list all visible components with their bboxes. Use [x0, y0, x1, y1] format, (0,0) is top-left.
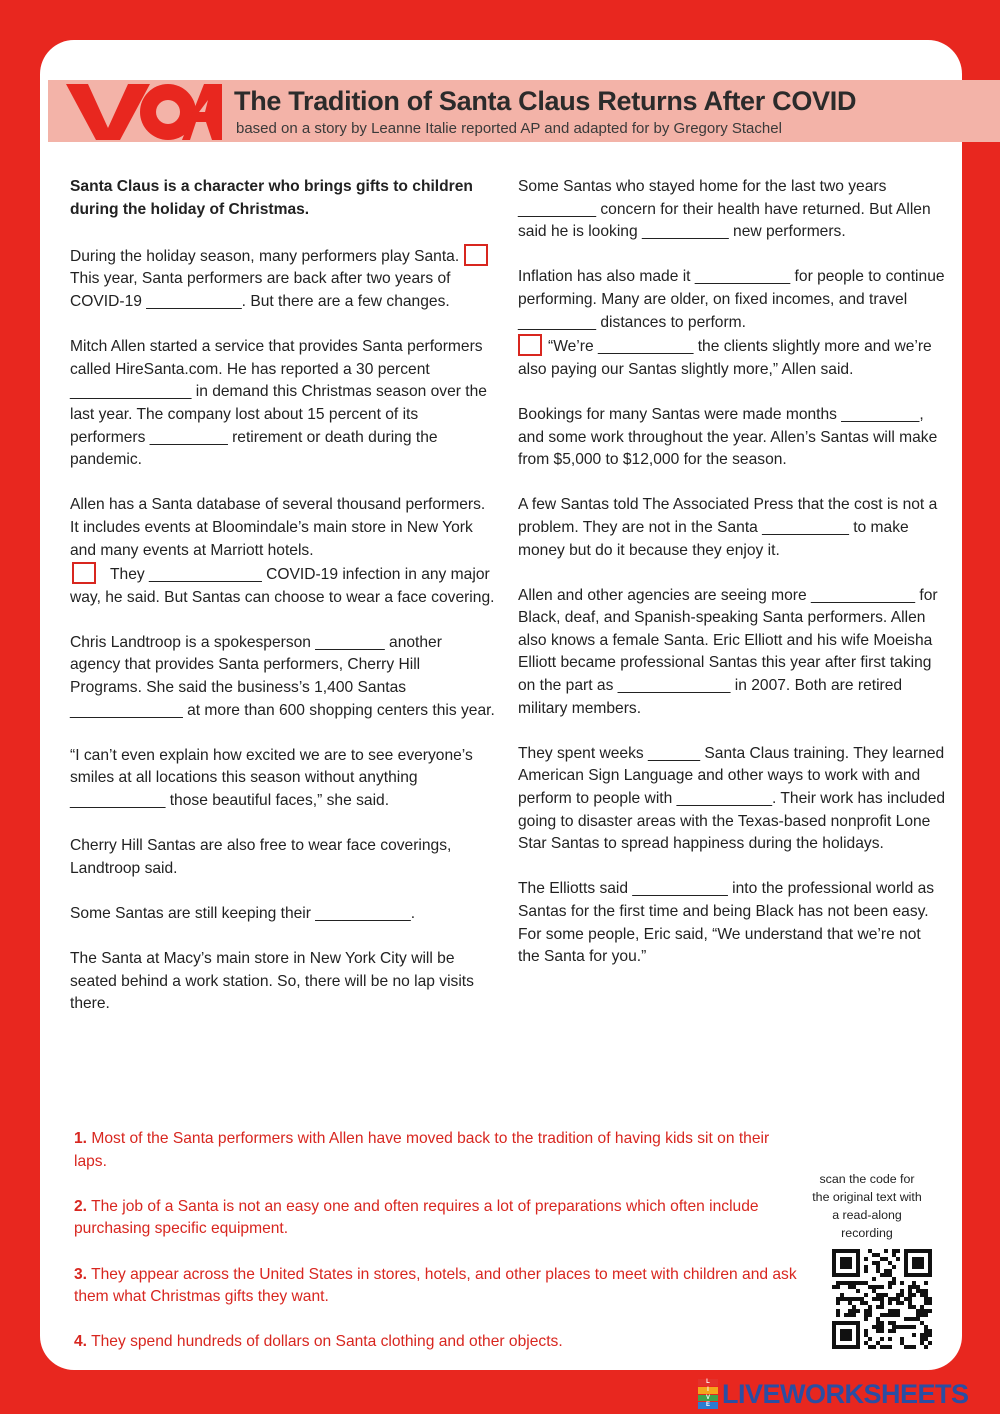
qr-caption: scan the code for the original text with a read-along recording — [812, 1172, 922, 1240]
answer-option[interactable]: 3. They appear across the United States in stores, hotels, and other places to meet with children and ask them what Christmas gifts they want. — [74, 1265, 797, 1306]
voa-logo — [64, 78, 224, 144]
article-paragraph: Allen and other agencies are seeing more ____________ for Black, deaf, and Spanish-speaking Santa performers. Allen also knows a female Santa. Eric Elliott and his wife Moeisha Elliott became professional Santas this year after first taking on the part as _____________ in 2007. Both are retired military members. — [518, 586, 938, 717]
answer-options — [74, 1128, 804, 1377]
article-paragraph: The Elliotts said ___________ into the professional world as Santas for the first time and being Black has not been easy. For some people, Eric said, “We understand that we’re not the Santa for you.” — [518, 880, 935, 966]
article-paragraph: They spent weeks ______ Santa Claus training. They learned American Sign Language and other ways to work with and perform to people with ___________. Their work has included going to disaster areas with the Texas-based nonprofit Lone Star Santas to spread happiness during the holidays. — [518, 744, 946, 853]
article-paragraph: The Santa at Macy’s main store in New York City will be seated behind a work station. So, there will be no lap visits there. — [70, 950, 474, 1013]
page-title: The Tradition of Santa Claus Returns After COVID — [234, 86, 857, 116]
answer-option[interactable]: 4. They spend hundreds of dollars on Santa clothing and other objects. — [74, 1333, 563, 1351]
article-paragraph: Cherry Hill Santas are also free to wear face coverings, Landtroop said. — [70, 837, 452, 877]
liveworksheets-icon: L I V E — [698, 1379, 718, 1409]
article-paragraph: Inflation has also made it ___________ for people to continue performing. Many are older, on fixed incomes, and travel _________ distances to perform. “We’re ___________ the clients slightly more and we’re also paying our Santas slightly more,” Allen said. — [518, 268, 945, 378]
liveworksheets-logo — [698, 1378, 969, 1410]
article-paragraph: Allen has a Santa database of several thousand performers. It includes events at Bloomindale’s main store in New York and many events at Marriott hotels. They _____________ COVID-19 infection in any major way, he said. But Santas can choose to wear a face covering. — [70, 496, 495, 606]
answer-drop-box[interactable] — [72, 562, 96, 584]
answer-option[interactable]: 2. The job of a Santa is not an easy one and often requires a lot of preparations which often include purchasing specific equipment. — [74, 1197, 759, 1238]
answer-option[interactable]: 1. Most of the Santa performers with Allen have moved back to the tradition of having kids sit on their laps. — [74, 1130, 770, 1170]
article-paragraph: Some Santas are still keeping their ___________. — [70, 905, 416, 922]
qr-code[interactable] — [832, 1249, 932, 1349]
page-subtitle: based on a story by Leanne Italie reported AP and adapted for by Gregory Stachel — [236, 120, 782, 137]
article-paragraph: Bookings for many Santas were made months _________, and some work throughout the year. Allen’s Santas will make from $5,000 to $12,000 for the season. — [518, 405, 938, 469]
article-paragraph: “I can’t even explain how excited we are to see everyone’s smiles at all locations this season without anything ___________ those beautiful faces,” she said. — [70, 746, 473, 810]
answer-drop-box[interactable] — [518, 334, 542, 356]
answer-drop-box[interactable] — [464, 244, 488, 266]
article-paragraph: A few Santas told The Associated Press that the cost is not a problem. They are not in the Santa __________ to make money but do it because they enjoy it. — [518, 496, 938, 559]
article-paragraph: During the holiday season, many performers play Santa. This year, Santa performers are back after two years of COVID-19 ___________. But there are a few changes. — [70, 244, 496, 314]
liveworksheets-wordmark: LIVEWORKSHEETS — [722, 1378, 969, 1409]
intro-paragraph: Santa Claus is a character who brings gifts to children during the holiday of Christmas. — [70, 178, 473, 218]
article-paragraph: Mitch Allen started a service that provides Santa performers called HireSanta.com. He has reported a 30 percent ______________ in demand this Christmas season over the last year. The company lost about 15 percent of its performers _________ retirement or death during the pandemic. — [70, 338, 487, 469]
article-right-column — [518, 176, 946, 991]
article-paragraph: Some Santas who stayed home for the last two years _________ concern for their health have returned. But Allen said he is looking __________ new performers. — [518, 178, 931, 241]
article-left-column — [70, 176, 496, 1039]
article-paragraph: Chris Landtroop is a spokesperson ________ another agency that provides Santa performers, Cherry Hill Programs. She said the business’s 1,400 Santas _____________ at more than 600 shopping centers this year. — [70, 633, 495, 719]
